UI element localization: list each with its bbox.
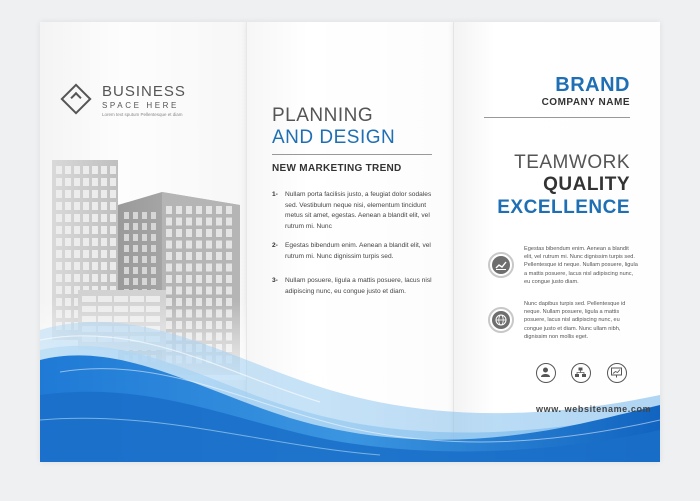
building-window [83, 178, 89, 186]
building-window [216, 252, 222, 260]
building-window [216, 206, 222, 214]
building-window [110, 178, 116, 186]
list-text: Nullam porta facilisis justo, a feugiat dolor sodales sed. Vestibulum neque nisi, elementum tincidunt metus sit amet, egestas. Aenean a blandit elit, vel rutrum mi. Nunc [285, 191, 432, 230]
building-window [151, 278, 156, 285]
building-window [142, 267, 147, 274]
building-window [74, 178, 80, 186]
building-window [206, 264, 212, 272]
building-window [124, 223, 129, 230]
building-window [151, 245, 156, 252]
building-window [196, 218, 202, 226]
building-window [83, 226, 89, 234]
building-window [226, 218, 232, 226]
building-window [101, 214, 107, 222]
building-window [124, 256, 129, 263]
building-window [186, 218, 192, 226]
building-window [133, 267, 138, 274]
building-window [133, 212, 138, 219]
building-window [83, 190, 89, 198]
building-window [216, 218, 222, 226]
building-window [196, 241, 202, 249]
building-window [101, 166, 107, 174]
building-window [196, 275, 202, 283]
building-window [176, 275, 182, 283]
tagline-excellence: EXCELLENCE [497, 197, 630, 218]
building-window [83, 214, 89, 222]
building-window [65, 202, 71, 210]
building-window [151, 234, 156, 241]
company-name: COMPANY NAME [541, 97, 630, 108]
building-window [226, 287, 232, 295]
building-window [124, 234, 129, 241]
list-text: Nullam posuere, ligula a mattis posuere, lacus nisl adipiscing nunc, eu congue justo et diam. [285, 277, 432, 295]
building-window [226, 229, 232, 237]
building-window [196, 287, 202, 295]
building-window [92, 262, 98, 270]
building-window [83, 166, 89, 174]
building-window [65, 262, 71, 270]
building-window [83, 202, 89, 210]
building-window [92, 274, 98, 282]
center-heading-line1: PLANNING [272, 105, 374, 126]
building-window [101, 250, 107, 258]
building-window [206, 229, 212, 237]
building-window [110, 250, 116, 258]
building-window [206, 275, 212, 283]
building-window [56, 274, 62, 282]
building-window [216, 241, 222, 249]
building-window [166, 206, 172, 214]
building-window [186, 287, 192, 295]
building-window [110, 202, 116, 210]
building-window [186, 229, 192, 237]
building-window [74, 166, 80, 174]
logo-title: BUSINESS [102, 83, 186, 100]
building-window [56, 202, 62, 210]
building-window [101, 262, 107, 270]
org-chart-icon [571, 363, 591, 383]
building-window [83, 274, 89, 282]
building-window [142, 223, 147, 230]
building-window [206, 206, 212, 214]
list-text: Egestas bibendum enim. Aenean a blandit elit, vel rutrum mi. Nunc dignissim turpis sed. [285, 242, 431, 260]
building-window [226, 206, 232, 214]
building-window [166, 229, 172, 237]
building-window [216, 229, 222, 237]
building-window [166, 218, 172, 226]
building-window [65, 166, 71, 174]
building-window [216, 264, 222, 272]
person-icon [536, 363, 556, 383]
tagline-quality: QUALITY [543, 174, 630, 195]
building-window [101, 238, 107, 246]
list-number: 2- [272, 242, 278, 249]
building-window [151, 256, 156, 263]
building-window [206, 287, 212, 295]
building-window [110, 214, 116, 222]
building-window [133, 256, 138, 263]
building-window [226, 241, 232, 249]
website-url: www. websitename.com [536, 404, 652, 414]
building-window [92, 190, 98, 198]
building-window [56, 190, 62, 198]
building-window [216, 275, 222, 283]
building-window [176, 252, 182, 260]
building-window [176, 241, 182, 249]
building-window [65, 274, 71, 282]
building-window [124, 245, 129, 252]
list-item [272, 190, 432, 232]
presentation-icon [607, 363, 627, 383]
building-window [142, 245, 147, 252]
building-window [133, 245, 138, 252]
building-window [186, 252, 192, 260]
building-window [92, 202, 98, 210]
building-window [186, 275, 192, 283]
list-number: 3- [272, 277, 278, 284]
building-window [186, 241, 192, 249]
building-window [216, 287, 222, 295]
building-window [133, 223, 138, 230]
building-window [56, 178, 62, 186]
building-window [176, 264, 182, 272]
building-window [65, 238, 71, 246]
building-window [151, 267, 156, 274]
logo-subtitle: SPACE HERE [102, 101, 179, 110]
building-window [56, 238, 62, 246]
building-window [142, 256, 147, 263]
building-window [133, 278, 138, 285]
building-window [83, 262, 89, 270]
building-window [124, 278, 129, 285]
building-window [83, 238, 89, 246]
tagline-teamwork: TEAMWORK [514, 152, 630, 173]
building-window [56, 250, 62, 258]
logo-tagline: Lorem text sputum Pellentesque et diam [102, 112, 183, 117]
building-window [186, 264, 192, 272]
brand-name: BRAND [555, 74, 630, 96]
building-window [151, 223, 156, 230]
building-window [133, 234, 138, 241]
chart-icon [488, 252, 514, 278]
building-window [142, 278, 147, 285]
building-window [65, 286, 71, 294]
building-window [110, 262, 116, 270]
building-window [142, 234, 147, 241]
list-number: 1- [272, 191, 278, 198]
building-window [101, 202, 107, 210]
divider [272, 154, 432, 155]
center-subheading: NEW MARKETING TREND [272, 163, 402, 174]
building-window [56, 226, 62, 234]
building-window [74, 274, 80, 282]
blue-wave-graphic [40, 322, 660, 462]
list-item [272, 241, 432, 262]
building-window [92, 166, 98, 174]
building-window [176, 287, 182, 295]
building-window [196, 264, 202, 272]
building-window [110, 274, 116, 282]
building-window [186, 206, 192, 214]
building-window [176, 206, 182, 214]
building-window [56, 166, 62, 174]
building-window [196, 229, 202, 237]
building-window [166, 287, 172, 295]
building-window [166, 252, 172, 260]
building-window [226, 252, 232, 260]
building-window [101, 190, 107, 198]
building-window [74, 262, 80, 270]
building-window [65, 178, 71, 186]
building-window [110, 166, 116, 174]
building-window [101, 226, 107, 234]
building-window [56, 262, 62, 270]
center-heading-line2: AND DESIGN [272, 127, 396, 148]
info-block-2: Nunc dapibus turpis sed. Pellentesque id neque. Nullam posuere, ligula a mattis posuere, lacus nisl adipiscing nunc, eu congue justo et diam. Nunc ullam nibh, dignissim non mollis eget. [524, 301, 626, 340]
building-window [92, 238, 98, 246]
building-window [92, 214, 98, 222]
building-window [65, 250, 71, 258]
divider [484, 117, 630, 118]
building-window [56, 286, 62, 294]
building-window [124, 267, 129, 274]
building-window [65, 190, 71, 198]
building-window [166, 241, 172, 249]
building-window [206, 252, 212, 260]
building-window [56, 214, 62, 222]
building-window [110, 238, 116, 246]
building-window [110, 190, 116, 198]
building-window [65, 226, 71, 234]
building-window [206, 218, 212, 226]
building-window [196, 252, 202, 260]
building-window [74, 190, 80, 198]
building-window [226, 264, 232, 272]
building-window [166, 264, 172, 272]
building-window [176, 218, 182, 226]
building-window [74, 226, 80, 234]
building-window [196, 206, 202, 214]
building-window [65, 214, 71, 222]
building-window [92, 250, 98, 258]
globe-icon [488, 307, 514, 333]
building-window [83, 250, 89, 258]
building-window [101, 178, 107, 186]
building-window [74, 250, 80, 258]
building-window [226, 275, 232, 283]
building-window [74, 202, 80, 210]
info-block-1: Egestas bibendum enim. Aenean a blandit elit, vel rutrum mi. Nunc dignissim turpis sed. Pellentesque id neque. Nullam posuere, ligula a mattis posuere, lacus nisl adipiscing nunc, eu congue justo diam. [524, 246, 638, 285]
list-item [272, 276, 432, 297]
building-window [176, 229, 182, 237]
building-window [124, 212, 129, 219]
building-window [142, 212, 147, 219]
building-window [74, 214, 80, 222]
building-window [74, 238, 80, 246]
building-window [92, 178, 98, 186]
building-window [92, 226, 98, 234]
building-window [110, 226, 116, 234]
building-window [151, 212, 156, 219]
building-window [206, 241, 212, 249]
building-window [101, 274, 107, 282]
building-window [166, 275, 172, 283]
